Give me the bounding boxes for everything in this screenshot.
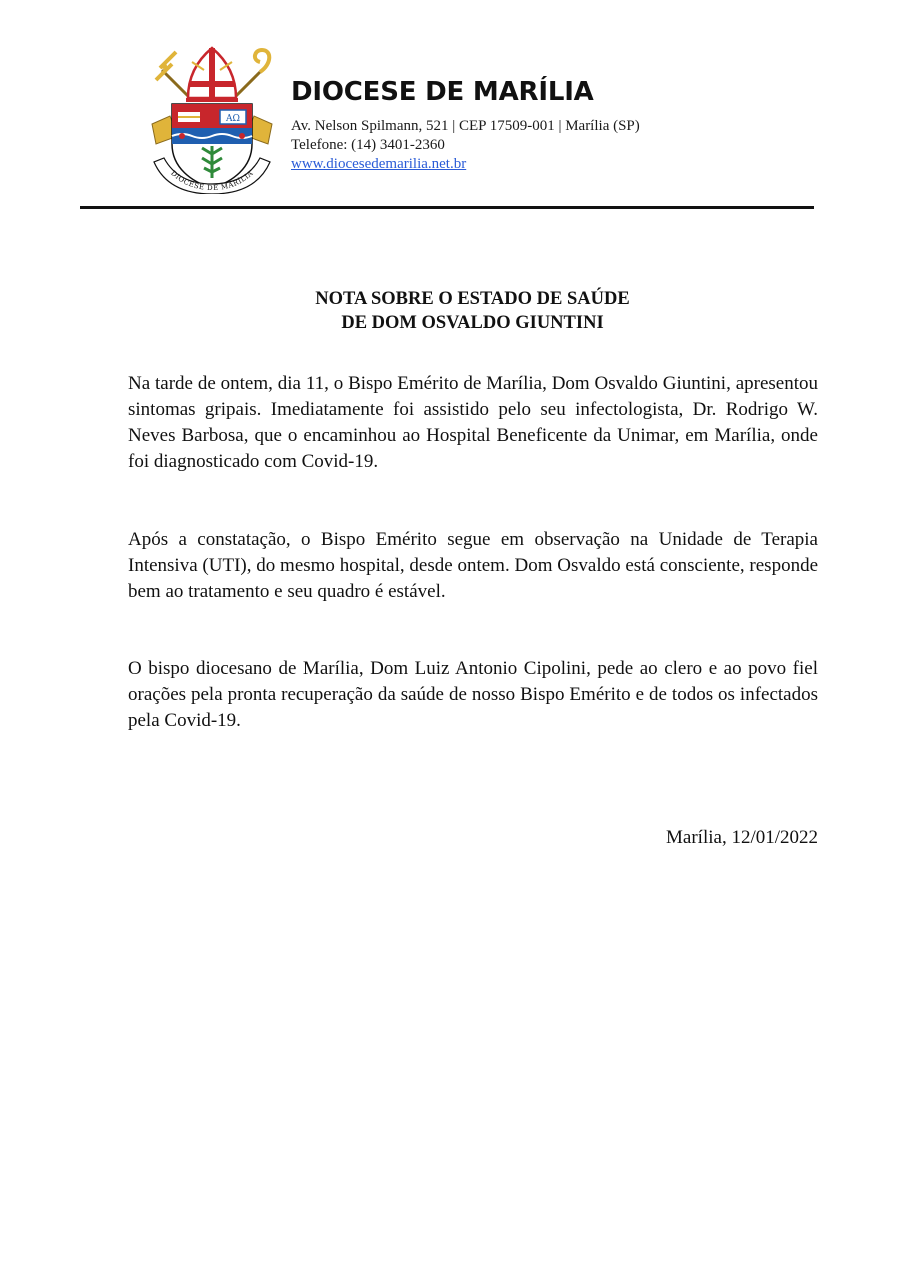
website-link[interactable]: www.diocesedemarilia.net.br: [291, 156, 467, 172]
dateline: Marília, 12/01/2022: [666, 827, 818, 848]
paragraph-1: Na tarde de ontem, dia 11, o Bispo Emérito de Marília, Dom Osvaldo Giuntini, apresentou sintomas gripais. Imediatamente foi assistido pelo seu infectologista, Dr. Rodrigo W. Neves Barbosa, que o encaminhou ao Hospital Beneficente da Unimar, em Marília, onde foi diagnosticado com Covid-19.: [128, 373, 818, 472]
mitre-icon: [186, 48, 238, 100]
header-divider: [80, 206, 814, 209]
organization-name: DIOCESE DE MARÍLIA: [291, 77, 594, 107]
organization-info: [291, 76, 811, 174]
paragraph-2: Após a constatação, o Bispo Emérito segue em observação na Unidade de Terapia Intensiva (UTI), do mesmo hospital, desde ontem. Dom Osvaldo está consciente, responde bem ao tratamento e seu quadro é estável.: [128, 529, 818, 602]
crest-ribbon-text: DIOCESE DE MARÍLIA: [169, 169, 255, 193]
phone: Telefone: (14) 3401-2360: [291, 137, 445, 153]
shield-icon: [172, 104, 252, 188]
diocese-coat-of-arms-icon: [148, 44, 276, 194]
cross-icon: [156, 52, 192, 100]
document-title: [0, 287, 905, 335]
book-text: AΩ: [226, 114, 240, 124]
address: Av. Nelson Spilmann, 521 | CEP 17509-001 | Marília (SP): [291, 118, 640, 134]
crozier-icon: [232, 50, 269, 100]
title-line-1: NOTA SOBRE O ESTADO DE SAÚDE: [315, 289, 630, 309]
title-line-2: DE DOM OSVALDO GIUNTINI: [341, 313, 604, 333]
letterhead: [0, 0, 905, 215]
paragraph-3: O bispo diocesano de Marília, Dom Luiz Antonio Cipolini, pede ao clero e ao povo fiel orações pela pronta recuperação da saúde de nosso Bispo Emérito e de todos os infectados pela Covid-19.: [128, 658, 818, 731]
